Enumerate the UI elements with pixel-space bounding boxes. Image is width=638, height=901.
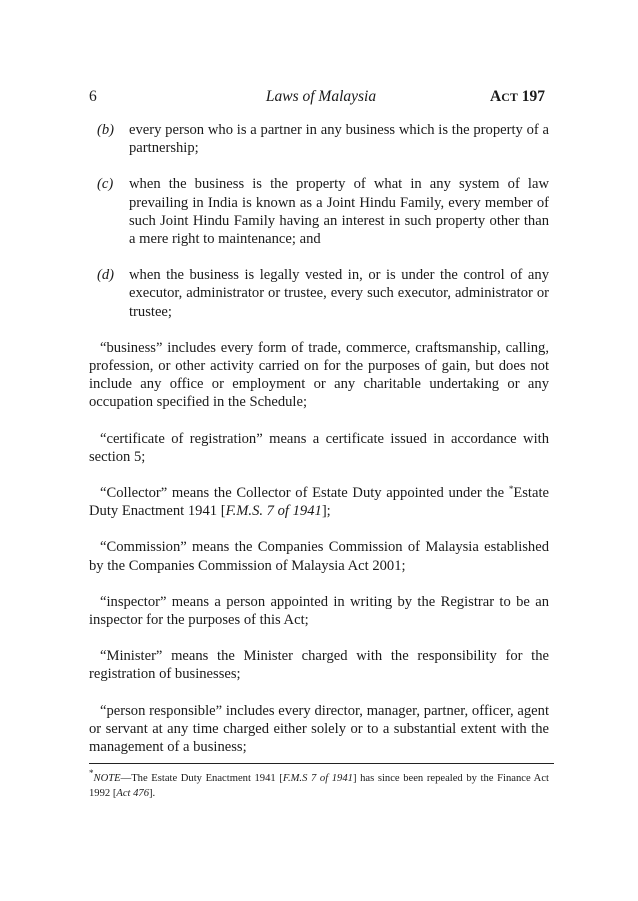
item-label: (b) <box>97 122 115 138</box>
footnote-text: —The Estate Duty Enactment 1941 [ <box>120 773 283 784</box>
footnote-text: ] has since been repealed by the Finance Act 1992 [ <box>89 773 549 799</box>
act-label-smallcaps: CT <box>501 90 518 104</box>
footnote-text: ]. <box>149 788 156 799</box>
definition-inspector: “inspector” means a person appointed in writing by the Registrar to be an inspector for the purposes of this Act; <box>89 593 549 629</box>
list-item <box>89 175 549 248</box>
item-text: when the business is legally vested in, or is under the control of any executor, administrator or trustee, every such executor, administrator or trustee; <box>129 267 549 320</box>
footnote-marker: * <box>508 484 514 495</box>
list-item <box>89 121 549 157</box>
footnote-note-label: NOTE <box>93 773 121 784</box>
act-label-initial: A <box>490 88 502 105</box>
act-number: 197 <box>517 88 545 105</box>
definition-collector <box>89 484 549 520</box>
footnote-marker: * <box>89 768 94 778</box>
item-text: every person who is a partner in any business which is the property of a partnership; <box>129 122 549 157</box>
footnote <box>89 768 549 801</box>
item-text: when the business is the property of what in any system of law prevailing in India is known as a Joint Hindu Family, every member of such Joint Hindu Family having an interest in such property other than a mere right to maintenance; and <box>129 176 549 248</box>
footnote-act-reference: Act 476 <box>116 788 150 799</box>
item-label: (c) <box>97 176 114 193</box>
page-number: 6 <box>89 88 97 105</box>
definition-certificate-of-registration: “certificate of registration” means a certificate issued in accordance with section 5; <box>89 430 549 465</box>
definition-business: “business” includes every form of trade, commerce, craftsmanship, calling, profession, or other activity carried on for the purposes of gain, but does not include any office or employment or any charitable undertaking or any occupation specified in the Schedule; <box>89 339 549 411</box>
page-header <box>89 88 553 108</box>
collector-text-end: ]; <box>321 503 331 520</box>
collector-citation: F.M.S. 7 of 1941 <box>225 503 322 520</box>
running-title: Laws of Malaysia <box>265 88 377 105</box>
definition-person-responsible: “person responsible” includes every director, manager, partner, officer, agent or servant at any time charged either solely or to a substantial extent with the management of a business; <box>89 702 549 756</box>
document-body <box>89 121 549 756</box>
footnote-citation: F.M.S 7 of 1941 <box>282 773 353 784</box>
item-label: (d) <box>97 267 115 284</box>
list-item <box>89 266 549 321</box>
definition-minister: “Minister” means the Minister charged with the responsibility for the registration of businesses; <box>89 648 549 683</box>
collector-text-middle: Estate Duty Enactment 1941 [ <box>89 485 549 520</box>
collector-text-start: “Collector” means the Collector of Estate Duty appointed under the <box>100 485 509 502</box>
footnote-divider <box>89 763 554 764</box>
definition-commission: “Commission” means the Companies Commission of Malaysia established by the Companies Commission of Malaysia Act 2001; <box>89 539 549 574</box>
act-label <box>490 88 545 106</box>
